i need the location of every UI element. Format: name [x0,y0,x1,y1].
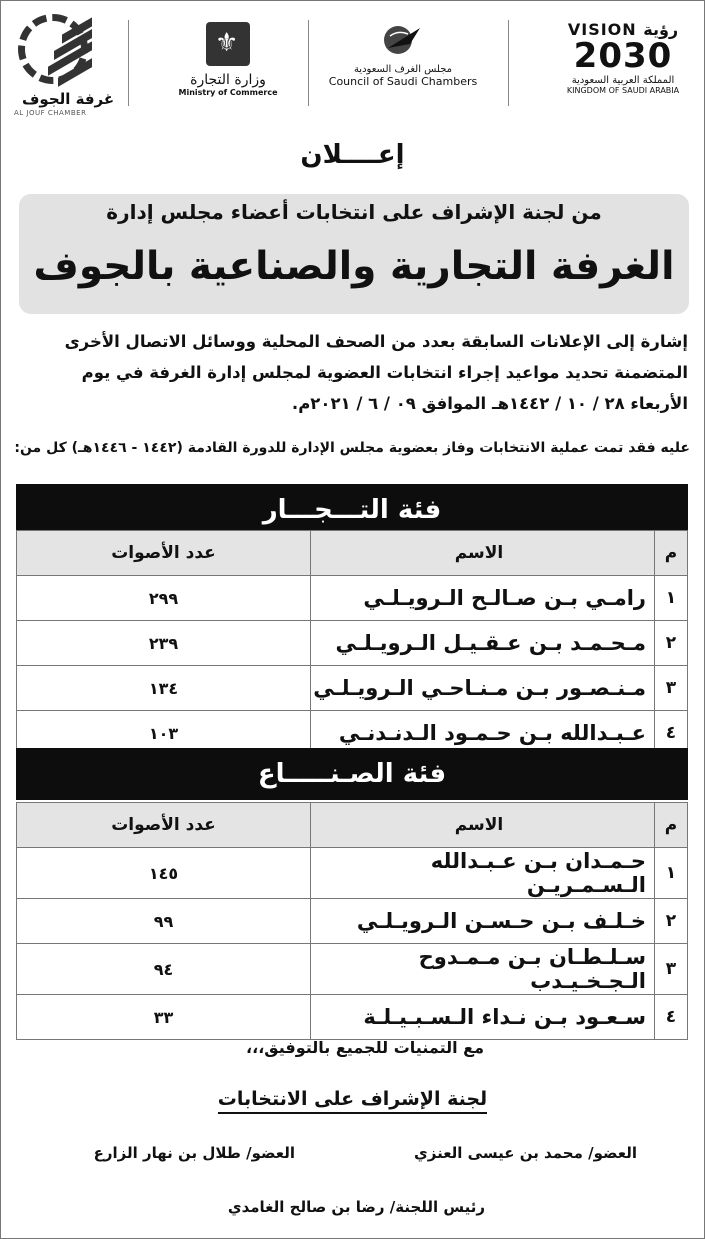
member-name: سـعـود بـن نـداء الـسـبـيـلـة [311,995,655,1040]
divider [128,20,129,106]
committee-chair: رئيس اللجنة/ رضا بن صالح الغامدي [227,1198,485,1216]
committee-title: لجنة الإشراف على الانتخابات [218,1088,487,1114]
vision-label-ar: رؤية [643,20,679,39]
jouf-name-en: AL JOUF CHAMBER [14,109,87,117]
vision-2030-logo [548,6,698,116]
globe-arrow-icon [380,22,426,58]
vision-label-en: VISION [567,20,637,39]
row-num: ١ [655,576,688,621]
col-votes-header: عدد الأصوات [17,531,311,576]
subtitle: من لجنة الإشراف على انتخابات أعضاء مجلس إدارة [106,200,602,224]
member-name: رامـي بـن صـالـح الـرويـلـي [311,576,655,621]
building-bars-icon [48,20,92,82]
vote-count: ١٣٤ [17,666,311,711]
committee-heading [0,1088,705,1110]
table-header-row [17,531,688,576]
body-line: إشارة إلى الإعلانات السابقة بعدد من الصحف المحلية ووسائل الاتصال الأخرى [64,332,688,351]
table-row [17,944,688,995]
member-name: مـنـصـور بـن مـنـاحـي الـرويـلـي [311,666,655,711]
vote-count: ٢٩٩ [17,576,311,621]
table-row [17,899,688,944]
row-num: ٢ [655,621,688,666]
announcement-body [16,326,688,419]
table-row [17,621,688,666]
vote-count: ٩٤ [17,944,311,995]
vote-count: ٣٣ [17,995,311,1040]
body-line: المتضمنة تحديد مواعيد إجراء انتخابات العضوية لمجلس إدارة الغرفة في يوم [81,363,688,382]
body-line: الأربعاء ٢٨ / ١٠ / ١٤٤٢هـ الموافق ٠٩ / ٦ / ٢٠٢١م. [291,394,688,413]
council-saudi-chambers-logo [328,6,478,116]
chamber-title: الغرفة التجارية والصناعية بالجوف [33,244,675,289]
result-note: عليه فقد تمت عملية الانتخابات وفاز بعضوية مجلس الإدارة للدورة القادمة (١٤٤٢ - ١٤٤٦هـ) كل من: [14,440,690,456]
divider [308,20,309,106]
committee-member-1: العضو/ محمد بن عيسى العنزي [414,1144,637,1162]
closing-text: مع التمنيات للجميع بالتوفيق،،، [246,1038,484,1057]
col-name-header: الاسم [311,803,655,848]
col-num-header: م [655,531,688,576]
table-row [17,848,688,899]
member-name: عـبـدالله بـن حـمـود الـدنـدنـي [311,711,655,756]
al-jouf-chamber-logo [8,6,118,116]
moc-name-ar: وزارة التجارة [190,72,266,88]
col-votes-header: عدد الأصوات [17,803,311,848]
member-name: حـمـدان بـن عـبـدالله الـسـمـريـن [311,848,655,899]
row-num: ٣ [655,666,688,711]
member-name: مـحـمـد بـن عـقـيـل الـرويـلـي [311,621,655,666]
col-name-header: الاسم [311,531,655,576]
vote-count: ٩٩ [17,899,311,944]
row-num: ٢ [655,899,688,944]
table-row [17,995,688,1040]
divider [508,20,509,106]
ministry-of-commerce-logo [168,6,288,116]
row-num: ٤ [655,995,688,1040]
kingdom-name-ar: المملكة العربية السعودية [571,75,675,86]
table-header-row [17,803,688,848]
member-name: سـلـطـان بـن مـمـدوح الـجـخـيـدب [311,944,655,995]
header-logos [8,6,698,116]
table-row [17,666,688,711]
table-row [17,576,688,621]
col-num-header: م [655,803,688,848]
announcement-heading: إعــــلان [300,140,405,170]
council-name-en: Council of Saudi Chambers [328,75,478,88]
kingdom-name-en: KINGDOM OF SAUDI ARABIA [566,86,680,95]
vote-count: ١٤٥ [17,848,311,899]
member-name: خـلـف بـن حـسـن الـرويـلـي [311,899,655,944]
vote-count: ٢٣٩ [17,621,311,666]
row-num: ٤ [655,711,688,756]
vote-count: ١٠٣ [17,711,311,756]
industrialists-results-table [16,802,688,1040]
palm-swords-emblem-icon [206,22,250,66]
industrialists-category-header: فئة الصـنـــــاع [16,748,688,800]
vision-year: 2030 [573,36,673,76]
council-name-ar: مجلس الغرف السعودية [353,64,453,75]
title-box [19,194,689,314]
moc-name-en: Ministry of Commerce [178,88,278,97]
jouf-name-ar: غرفة الجوف [22,90,115,108]
row-num: ٣ [655,944,688,995]
committee-member-2: العضو/ طلال بن نهار الزارع [93,1144,295,1162]
traders-results-table [16,530,688,756]
traders-category-header: فئة التـــجـــار [16,484,688,536]
row-num: ١ [655,848,688,899]
